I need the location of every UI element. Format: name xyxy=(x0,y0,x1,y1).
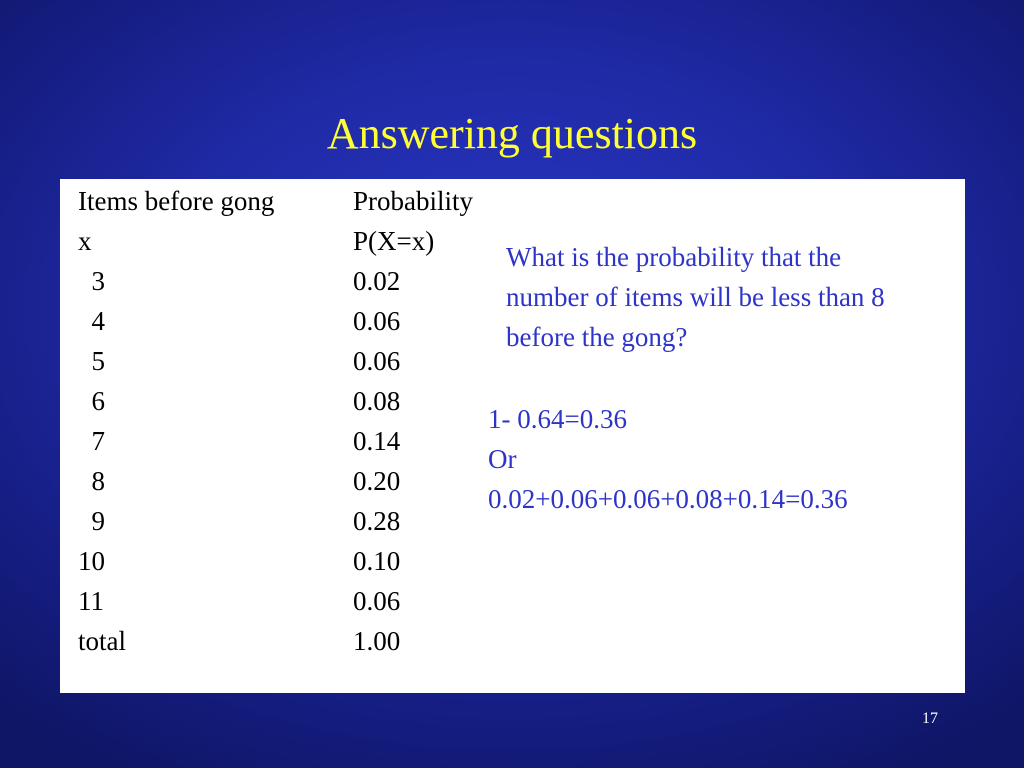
table-row xyxy=(78,381,473,421)
probability-cell: 0.06 xyxy=(353,586,401,616)
probability-cell: P(X=x) xyxy=(353,226,435,256)
items-cell: x xyxy=(78,226,92,256)
items-cell: 5 xyxy=(78,346,105,376)
items-cell: 3 xyxy=(78,266,105,296)
answer-line-2: Or xyxy=(488,444,517,474)
items-cell: total xyxy=(78,626,126,656)
table-row xyxy=(78,581,473,621)
table-row xyxy=(78,341,473,381)
items-cell: 9 xyxy=(78,506,105,536)
items-cell: 8 xyxy=(78,466,105,496)
probability-cell: 0.02 xyxy=(353,266,401,296)
slide-title: Answering questions xyxy=(326,109,698,158)
table-row xyxy=(78,461,473,501)
probability-cell: 0.20 xyxy=(353,466,401,496)
probability-cell: 0.10 xyxy=(353,546,401,576)
answer-block xyxy=(488,399,848,519)
items-cell: 10 xyxy=(78,546,105,576)
probability-table-body xyxy=(78,181,473,661)
question-text: What is the probability that the number of items will be less than 8 before the gong? xyxy=(506,242,885,352)
probability-cell: 0.06 xyxy=(353,306,401,336)
header-row xyxy=(78,181,473,221)
items-cell: 6 xyxy=(78,386,105,416)
table-row xyxy=(78,261,473,301)
table-row xyxy=(78,541,473,581)
table-row xyxy=(78,301,473,341)
probability-cell: 0.06 xyxy=(353,346,401,376)
table-row xyxy=(78,501,473,541)
answer-line-1: 1- 0.64=0.36 xyxy=(488,404,627,434)
probability-table xyxy=(78,181,473,661)
items-cell: Items before gong xyxy=(78,186,275,216)
answer-line-3: 0.02+0.06+0.06+0.08+0.14=0.36 xyxy=(488,484,848,514)
content-panel xyxy=(60,179,965,693)
probability-cell: 1.00 xyxy=(353,626,401,656)
probability-cell: 0.14 xyxy=(353,426,401,456)
items-cell: 11 xyxy=(78,586,104,616)
items-cell: 4 xyxy=(78,306,105,336)
page-number: 17 xyxy=(922,710,938,727)
table-row xyxy=(78,621,473,661)
probability-cell: 0.08 xyxy=(353,386,401,416)
items-cell: 7 xyxy=(78,426,105,456)
header-row xyxy=(78,221,473,261)
probability-cell: Probability xyxy=(353,186,473,216)
table-row xyxy=(78,421,473,461)
probability-cell: 0.28 xyxy=(353,506,401,536)
